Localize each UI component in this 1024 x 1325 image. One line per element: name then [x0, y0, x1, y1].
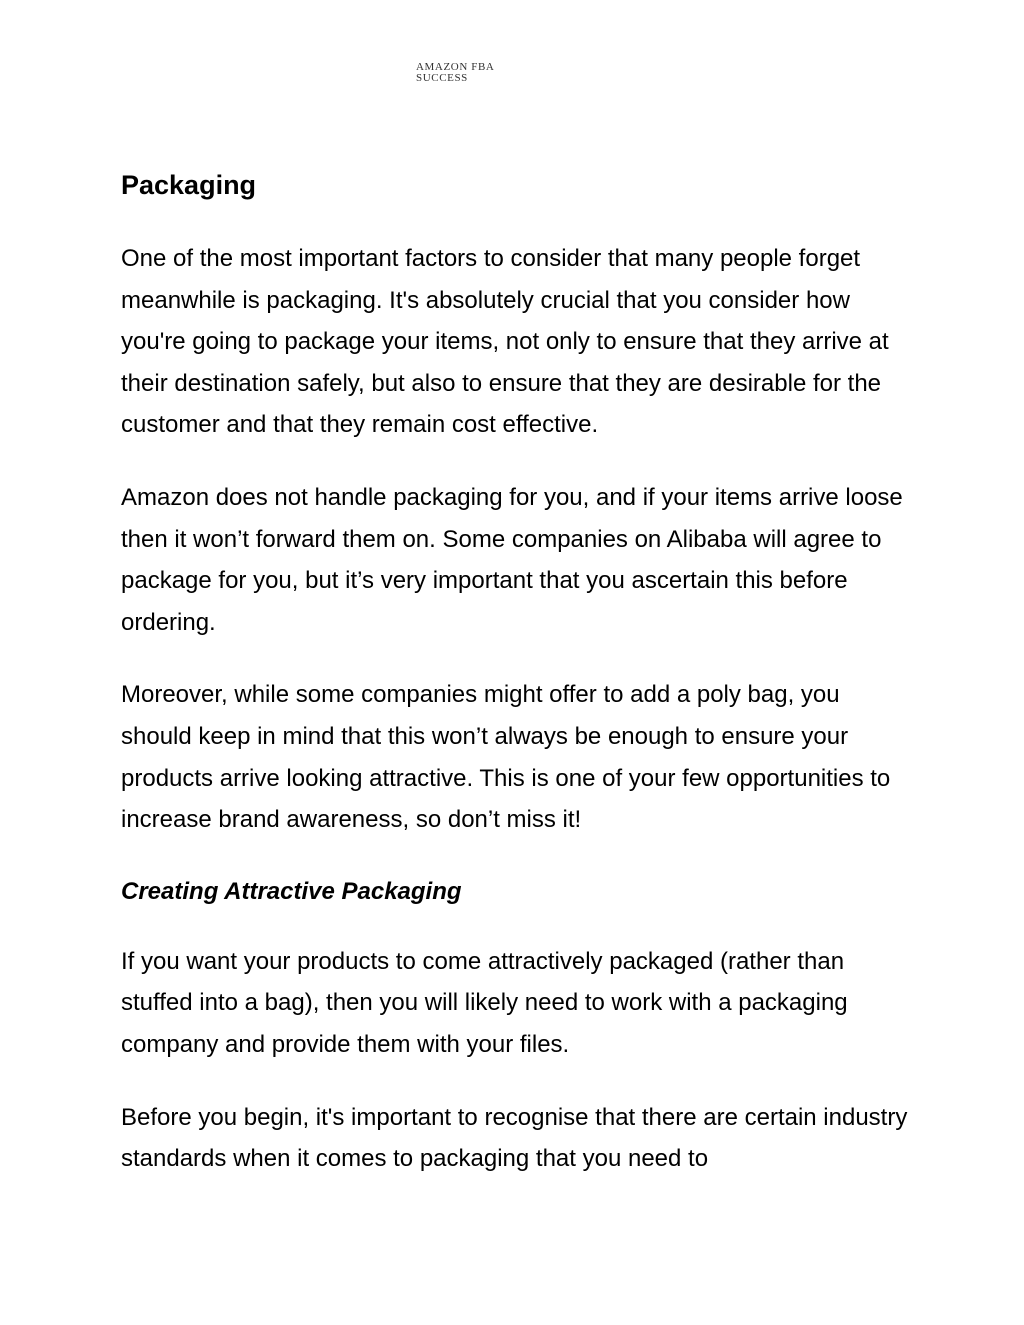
running-header-line-1: AMAZON FBA — [416, 61, 495, 73]
section-title: Packaging — [121, 170, 257, 200]
paragraph-3: Moreover, while some companies might offer to add a poly bag, you should keep in mind that this won’t always be enough to ensure your products arrive looking attractive. This is one of your few opportunities to increase brand awareness, so don’t miss it! — [121, 681, 891, 834]
subsection-title: Creating Attractive Packaging — [121, 877, 462, 905]
paragraph-5: Before you begin, it's important to recognise that there are certain industry standards when it comes to packaging that you need to — [121, 1103, 908, 1173]
paragraph-4: If you want your products to come attractively packaged (rather than stuffed into a bag), then you will likely need to work with a packaging company and provide them with your files. — [121, 947, 848, 1058]
document-body — [121, 164, 911, 1180]
running-header-line-2: SUCCESS — [416, 72, 468, 84]
paragraph-1: One of the most important factors to consider that many people forget meanwhile is packaging. It's absolutely crucial that you consider how you're going to package your items, not only to ensure that they arrive at their destination safely, but also to ensure that they are desirable for the customer and that they remain cost effective. — [121, 245, 889, 439]
running-header — [416, 62, 494, 84]
paragraph-2: Amazon does not handle packaging for you, and if your items arrive loose then it won’t forward them on. Some companies on Alibaba will agree to package for you, but it’s very important that you ascertain this before ordering. — [121, 483, 903, 636]
